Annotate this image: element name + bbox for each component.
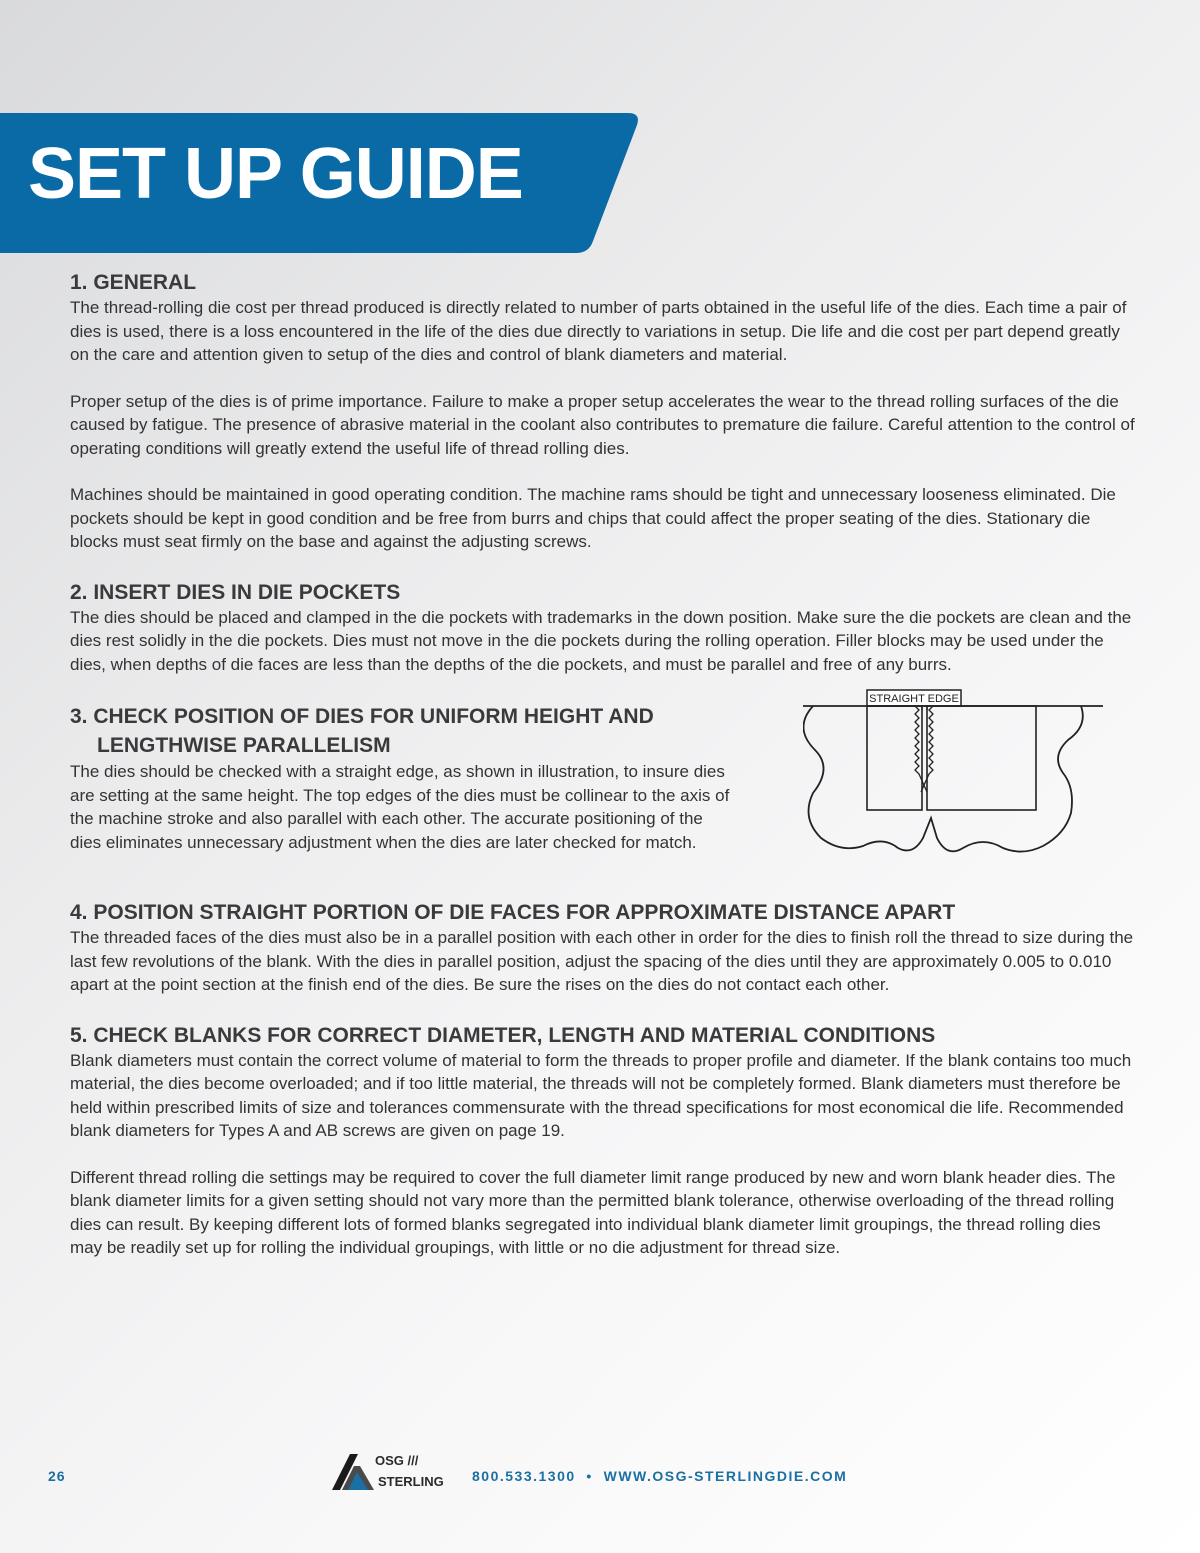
osg-sterling-logo xyxy=(330,1452,378,1497)
section-heading-continued: LENGTHWISE PARALLELISM xyxy=(97,734,391,757)
logo-text-bottom: STERLING xyxy=(378,1474,444,1489)
paragraph: The thread-rolling die cost per thread produced is directly related to number of parts obtained in the useful life of the dies. Each time a pair of dies is used, there is a loss encountered in the life of the dies due directly to variations in setup. Die life and die cost per part depend greatly on the care and attention given to setup of the dies and control of blank diameters and material. xyxy=(70,298,1127,364)
section-position-straight-portion xyxy=(70,900,1135,997)
section-check-blanks xyxy=(70,1023,1135,1260)
paragraph: Different thread rolling die settings may be required to cover the full diameter limit range produced by new and worn blank header dies. The blank diameter limits for a given setting should not vary more than the permitted blank tolerance, otherwise overloading of the thread rolling dies can result. By keeping different lots of formed blanks segregated into individual blank diameter limit groupings, the thread rolling dies may be readily set up for rolling the individual groupings, with little or no die adjustment for thread size. xyxy=(70,1167,1116,1257)
straight-edge-diagram xyxy=(803,688,1113,873)
paragraph: The dies should be checked with a straight edge, as shown in illustration, to insure dies are setting at the same height. The top edges of the dies must be collinear to the axis of the machine stroke and also parallel with each other. The accurate positioning of the dies eliminates unnecessary adjustment when the dies are later checked for match. xyxy=(70,762,730,852)
diagram-label: STRAIGHT EDGE xyxy=(869,693,959,705)
paragraph: The threaded faces of the dies must also be in a parallel position with each other in order for the dies to finish roll the thread to size during the last few revolutions of the blank. With the dies in parallel position, adjust the spacing of the dies until they are approximately 0.005 to 0.010 apart at the point section at the finish end of the dies. Be sure the rises on the dies do not contact each other. xyxy=(70,928,1134,994)
section-heading: 2. INSERT DIES IN DIE POCKETS xyxy=(70,580,401,604)
paragraph: Blank diameters must contain the correct volume of material to form the threads to proper profile and diameter. If the blank contains too much material, the dies become overloaded; and if too little material, the threads will not be completely formed. Blank diameters must therefore be held within prescribed limits of size and tolerances commensurate with the thread specifications for most economical die life. Recommended blank diameters for Types A and AB screws are given on page 19. xyxy=(70,1050,1132,1140)
section-heading: 3. CHECK POSITION OF DIES FOR UNIFORM HEIGHT AND xyxy=(70,705,654,728)
paragraph: Proper setup of the dies is of prime importance. Failure to make a proper setup accelerates the wear to the thread rolling surfaces of the die caused by fatigue. The presence of abrasive material in the coolant also contributes to premature die failure. Careful attention to the control of operating conditions will greatly extend the useful life of thread rolling dies. xyxy=(70,391,1135,458)
paragraph: Machines should be maintained in good operating condition. The machine rams should be tight and unnecessary looseness eliminated. Die pockets should be kept in good condition and be free from burrs and chips that could affect the proper seating of the dies. Stationary die blocks must seat firmly on the base and against the adjusting screws. xyxy=(70,485,1116,551)
page-footer xyxy=(0,1450,1200,1510)
section-insert-dies xyxy=(70,580,1135,677)
main-content xyxy=(70,270,1135,1260)
section-heading: 4. POSITION STRAIGHT PORTION OF DIE FACES FOR APPROXIMATE DISTANCE APART xyxy=(70,901,956,924)
page-title: SET UP GUIDE xyxy=(28,134,523,214)
logo-text-top: OSG /// xyxy=(375,1453,419,1468)
section-check-position xyxy=(70,693,1135,870)
page-number: 26 xyxy=(48,1468,66,1484)
logo-mark-icon xyxy=(330,1452,378,1492)
paragraph: The dies should be placed and clamped in the die pockets with trademarks in the down position. Make sure the die pockets are clean and the dies rest solidly in the die pockets. Dies must not move in the die pockets during the rolling operation. Filler blocks may be used under the dies, when depths of die faces are less than the depths of the die pockets, and must be parallel and free of any burrs. xyxy=(70,607,1132,674)
section-general xyxy=(70,270,1135,554)
contact-info: 800.533.1300 • WWW.OSG-STERLINGDIE.COM xyxy=(472,1468,848,1484)
section-heading: 1. GENERAL xyxy=(70,271,197,294)
section-heading: 5. CHECK BLANKS FOR CORRECT DIAMETER, LENGTH AND MATERIAL CONDITIONS xyxy=(70,1023,936,1047)
